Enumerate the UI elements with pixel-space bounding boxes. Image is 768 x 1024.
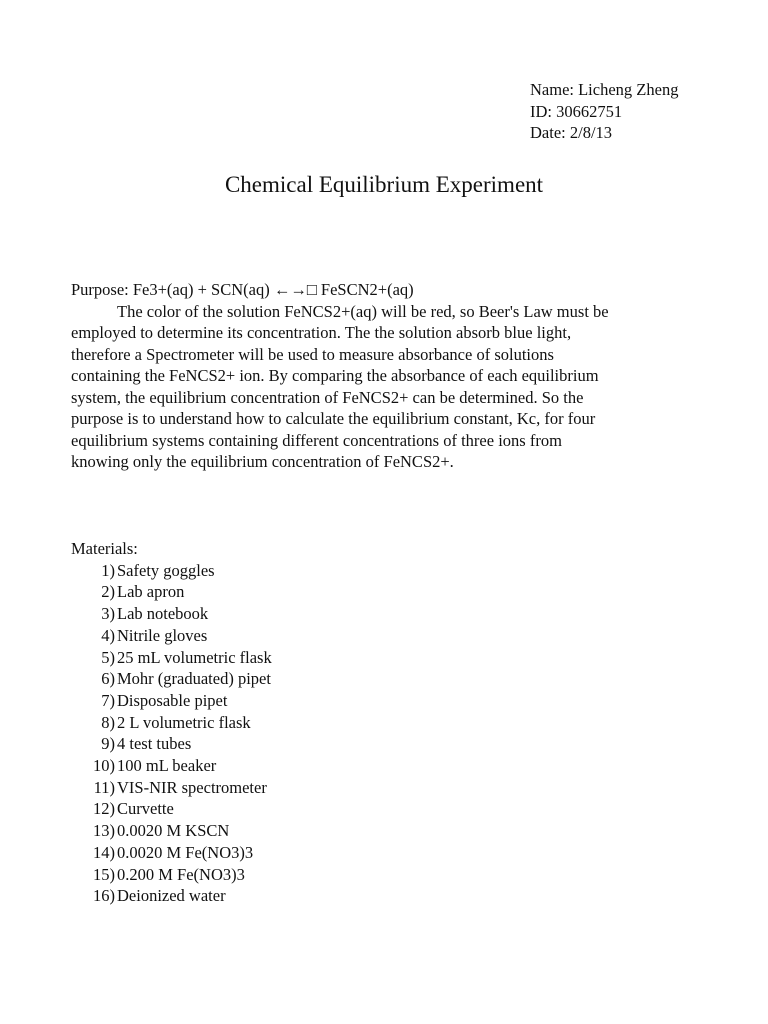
purpose-paragraph-line: therefore a Spectrometer will be used to measure absorbance of solutions (71, 344, 554, 364)
list-item-text: 25 mL volumetric flask (117, 647, 272, 667)
list-item (71, 864, 272, 886)
list-item-text: VIS-NIR spectrometer (117, 777, 267, 797)
purpose-paragraph-line: containing the FeNCS2+ ion. By comparing the absorbance of each equilibrium (71, 366, 599, 385)
list-item (71, 647, 272, 669)
purpose-section (71, 279, 691, 473)
list-item-number: 14) (93, 842, 115, 862)
list-item-text: 0.0020 M Fe(NO3)3 (117, 842, 254, 862)
list-item-text: Mohr (graduated) pipet (117, 669, 271, 689)
list-item-number: 1) (101, 560, 115, 580)
list-item-number: 16) (93, 886, 115, 906)
list-item-text: Lab notebook (117, 604, 209, 624)
list-item (71, 885, 272, 907)
list-item-number: 12) (93, 799, 115, 819)
list-item-number: 8) (101, 712, 115, 732)
purpose-paragraph-line: system, the equilibrium concentration of FeNCS2+ can be determined. So the (71, 387, 584, 407)
list-item-number: 11) (93, 777, 115, 797)
list-item-number: 5) (101, 647, 115, 667)
list-item-text: 2 L volumetric flask (117, 712, 251, 732)
list-item-text: 100 mL beaker (117, 756, 217, 776)
list-item-number: 7) (101, 690, 115, 710)
list-item-text: Disposable pipet (117, 690, 228, 710)
list-item (71, 690, 272, 712)
list-item (71, 581, 272, 603)
purpose-paragraph-line: knowing only the equilibrium concentration of FeNCS2+. (71, 452, 454, 471)
list-item-number: 4) (101, 625, 115, 645)
student-info-block (530, 79, 678, 144)
materials-list (71, 560, 272, 907)
list-item (71, 603, 272, 625)
list-item-number: 6) (101, 669, 115, 689)
list-item-text: 4 test tubes (117, 734, 192, 754)
list-item-text: 0.0020 M KSCN (117, 821, 230, 841)
list-item-text: Nitrile gloves (117, 625, 208, 645)
list-item (71, 668, 272, 690)
list-item-number: 9) (101, 734, 115, 754)
materials-heading: Materials: (71, 539, 138, 558)
list-item-number: 2) (101, 582, 115, 602)
list-item (71, 712, 272, 734)
list-item (71, 798, 272, 820)
purpose-paragraph-line: equilibrium systems containing different concentrations of three ions from (71, 430, 562, 450)
list-item (71, 733, 272, 755)
list-item (71, 842, 272, 864)
list-item-text: 0.200 M Fe(NO3)3 (117, 864, 245, 884)
list-item (71, 777, 272, 799)
purpose-equation: Purpose: Fe3+(aq) + SCN(aq) ←→□ FeSCN2+(aq) (71, 280, 414, 299)
list-item (71, 625, 272, 647)
list-item (71, 820, 272, 842)
purpose-paragraph-line: The color of the solution FeNCS2+(aq) will be red, so Beer's Law must be (117, 301, 609, 321)
list-item (71, 755, 272, 777)
list-item-number: 13) (93, 821, 115, 841)
purpose-paragraph-line: employed to determine its concentration. The the solution absorb blue light, (71, 323, 572, 342)
list-item-number: 3) (101, 604, 115, 624)
list-item-text: Safety goggles (117, 560, 215, 580)
list-item-number: 15) (93, 864, 115, 884)
student-name: Name: Licheng Zheng (530, 80, 679, 99)
student-id: ID: 30662751 (530, 101, 623, 121)
list-item (71, 560, 272, 582)
materials-section (71, 538, 272, 907)
list-item-number: 10) (93, 756, 115, 776)
list-item-text: Deionized water (117, 886, 226, 906)
purpose-paragraph-line: purpose is to understand how to calculate the equilibrium constant, Kc, for four (71, 409, 596, 428)
report-date: Date: 2/8/13 (530, 123, 613, 142)
purpose-paragraph (71, 301, 691, 473)
document-title: Chemical Equilibrium Experiment (224, 172, 544, 197)
list-item-text: Lab apron (117, 582, 185, 602)
list-item-text: Curvette (117, 799, 174, 819)
